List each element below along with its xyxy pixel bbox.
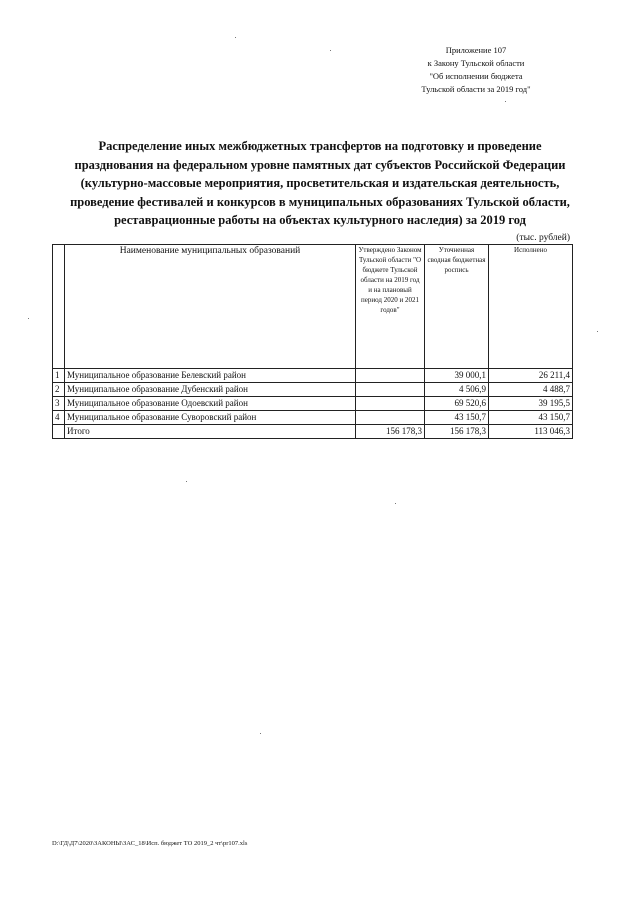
row-executed: 26 211,4 [489, 369, 573, 383]
total-approved: 156 178,3 [356, 425, 425, 439]
row-approved [356, 383, 425, 397]
title-line: празднования на федеральном уровне памятных дат субъектов Российской Федерации [74, 157, 566, 172]
title-line: Распределение иных межбюджетных трансфертов на подготовку и проведение [98, 139, 542, 153]
row-index: 2 [53, 383, 65, 397]
row-name: Муниципальное образование Дубенский район [65, 383, 356, 397]
total-refined: 156 178,3 [425, 425, 489, 439]
row-refined: 39 000,1 [425, 369, 489, 383]
table-row [53, 397, 573, 411]
table-row [53, 411, 573, 425]
row-name: Муниципальное образование Белевский район [65, 369, 356, 383]
header-index [53, 245, 65, 369]
annex-block [388, 44, 564, 96]
transfers-table [52, 244, 573, 439]
scan-speck [28, 318, 29, 319]
annex-line: Приложение 107 [445, 45, 507, 55]
scan-speck [330, 50, 331, 51]
row-approved [356, 397, 425, 411]
scan-speck [597, 331, 598, 332]
row-refined: 43 150,7 [425, 411, 489, 425]
file-path-footer: D:\ГД\Д7\2020\ЗАКОНЫ\ЗАС_18\Исп. бюджет ТО 2019_2 чт\pr107.xls [52, 840, 248, 847]
scan-speck [235, 37, 236, 38]
scan-speck [260, 733, 261, 734]
units-label: (тыс. рублей) [516, 233, 570, 243]
row-executed: 43 150,7 [489, 411, 573, 425]
row-approved [356, 369, 425, 383]
title-line: реставрационные работы на объектах культурного наследия) за 2019 год [114, 213, 526, 227]
table-row [53, 369, 573, 383]
annex-line: Тульской области за 2019 год" [421, 84, 531, 94]
scan-speck [395, 503, 396, 504]
total-label: Итого [65, 425, 356, 439]
row-executed: 39 195,5 [489, 397, 573, 411]
total-executed: 113 046,3 [489, 425, 573, 439]
header-executed: Исполнено [489, 245, 573, 369]
row-name: Муниципальное образование Одоевский район [65, 397, 356, 411]
header-approved: Утверждено Законом Тульской области "О бюджете Тульской области на 2019 год и на плановый период 2020 и 2021 годов" [356, 245, 425, 369]
document-title [50, 137, 590, 230]
row-name: Муниципальное образование Суворовский район [65, 411, 356, 425]
title-line: (культурно-массовые мероприятия, просветительская и издательская деятельность, [80, 176, 560, 190]
table-total-row [53, 425, 573, 439]
annex-line: "Об исполнении бюджета [429, 71, 523, 81]
header-refined: Уточненная сводная бюджетная роспись [425, 245, 489, 369]
row-refined: 4 506,9 [425, 383, 489, 397]
title-line: проведение фестивалей и конкурсов в муниципальных образованиях Тульской области, [70, 194, 570, 209]
row-index: 3 [53, 397, 65, 411]
table-header-row [53, 245, 573, 369]
row-executed: 4 488,7 [489, 383, 573, 397]
row-index: 4 [53, 411, 65, 425]
header-name: Наименование муниципальных образований [65, 245, 356, 369]
total-index [53, 425, 65, 439]
scan-speck [505, 101, 506, 102]
annex-line: к Закону Тульской области [427, 58, 525, 68]
row-approved [356, 411, 425, 425]
table-row [53, 383, 573, 397]
row-index: 1 [53, 369, 65, 383]
scan-speck [186, 481, 187, 482]
row-refined: 69 520,6 [425, 397, 489, 411]
